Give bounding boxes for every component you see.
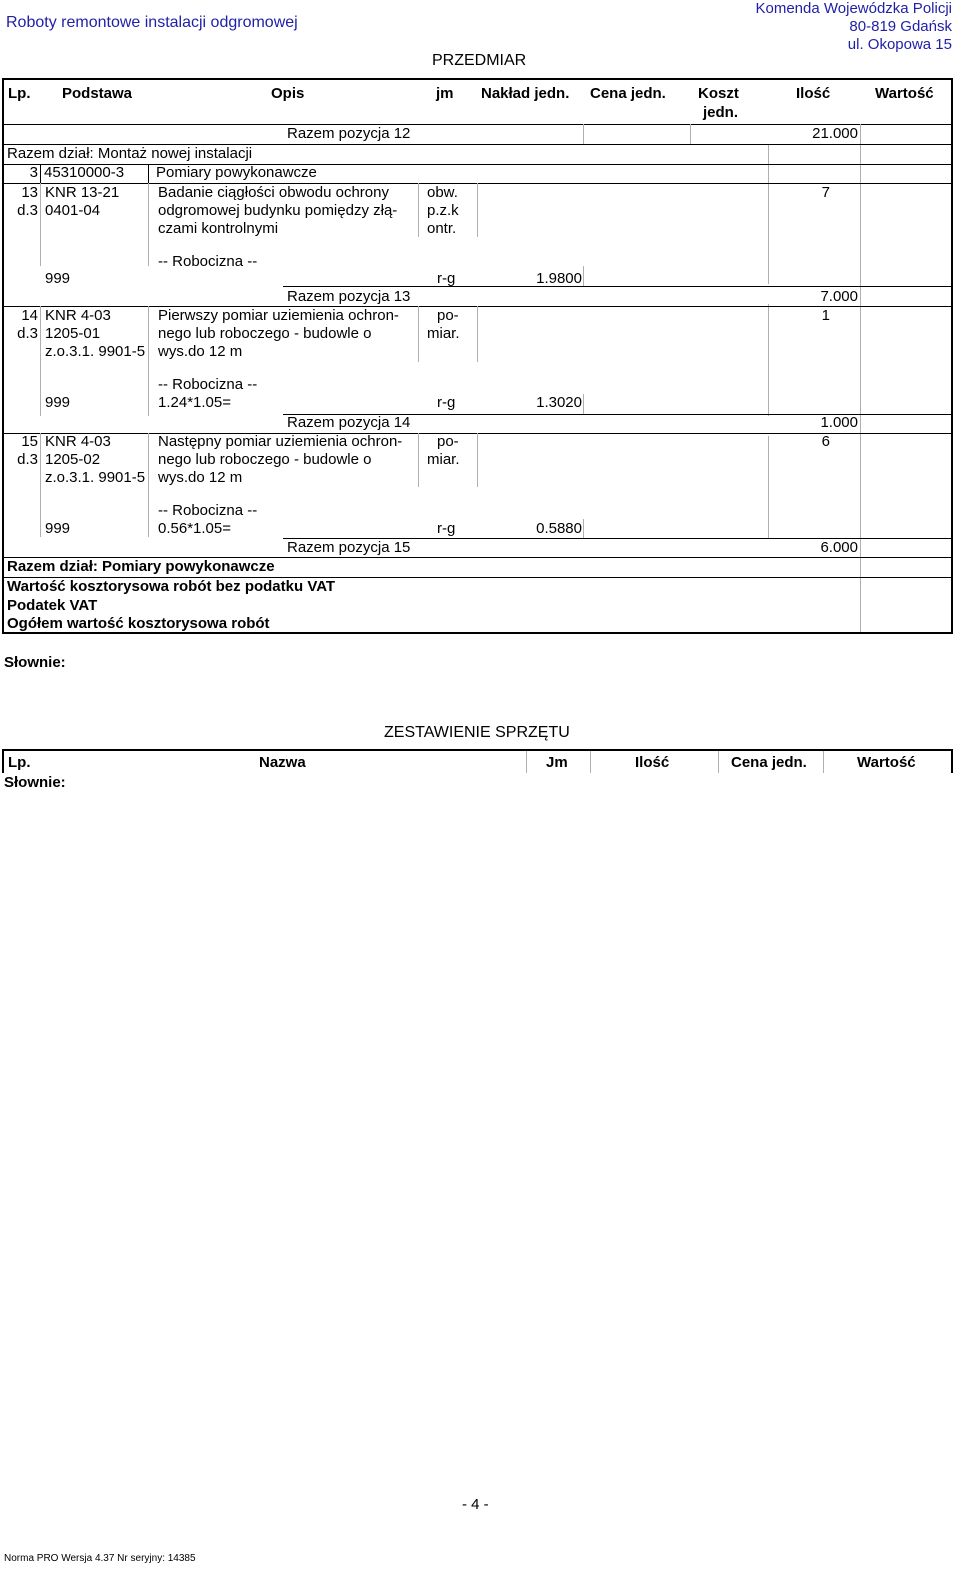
p14-jm-1: po-: [437, 307, 459, 324]
org-line-3: ul. Okopowa 15: [847, 36, 952, 53]
zs-col-lp: Lp.: [8, 754, 31, 771]
software-footer: Norma PRO Wersja 4.37 Nr seryjny: 14385: [4, 1553, 196, 1564]
p15-ilosc: 6: [821, 433, 830, 450]
col-ilosc: Ilość: [796, 85, 831, 102]
zestawienie-title: ZESTAWIENIE SPRZĘTU: [384, 724, 570, 741]
p14-podstawa-2: 1205-01: [45, 325, 101, 342]
p15-lp-1: 15: [21, 433, 38, 450]
p14-unit: r-g: [437, 394, 456, 411]
section-code: 45310000-3: [44, 164, 125, 181]
p15-podstawa-1: KNR 4-03: [45, 433, 111, 450]
p14-naklad: 1.3020: [536, 394, 582, 411]
p14-podstawa-1: KNR 4-03: [45, 307, 111, 324]
document-title: Roboty remontowe instalacji odgromowej: [6, 14, 298, 31]
p14-jm-2: miar.: [427, 325, 460, 342]
p14-ilosc: 1: [821, 307, 830, 324]
document-type: PRZEDMIAR: [432, 52, 527, 69]
zs-col-jm: Jm: [546, 754, 568, 771]
p14-code: 999: [45, 394, 71, 411]
p13-opis-3: czami kontrolnymi: [158, 220, 279, 237]
sum-dzial-montaz: Razem dział: Montaż nowej instalacji: [7, 145, 253, 162]
p14-robocizna: -- Robocizna --: [158, 376, 258, 393]
zs-slownie: Słownie:: [4, 774, 66, 791]
p15-jm-2: miar.: [427, 451, 460, 468]
p13-lp-1: 13: [21, 184, 38, 201]
p14-opis-1: Pierwszy pomiar uziemienia ochron-: [158, 307, 399, 324]
p13-unit: r-g: [437, 270, 456, 287]
p13-jm-3: ontr.: [427, 220, 457, 237]
sum-pozycja-12-value: 21.000: [812, 125, 858, 142]
p13-robocizna: -- Robocizna --: [158, 253, 258, 270]
p14-formula: 1.24*1.05=: [158, 394, 231, 411]
zs-col-cena: Cena jedn.: [731, 754, 807, 771]
sum-pozycja-14-label: Razem pozycja 14: [287, 414, 411, 431]
p15-podstawa-2: 1205-02: [45, 451, 101, 468]
page-number: - 4 -: [462, 1496, 489, 1513]
p13-jm-1: obw.: [427, 184, 458, 201]
p15-lp-2: d.3: [17, 451, 38, 468]
p15-code: 999: [45, 520, 71, 537]
zs-col-nazwa: Nazwa: [259, 754, 306, 771]
p13-opis-2: odgromowej budynku pomiędzy złą-: [158, 202, 398, 219]
col-lp: Lp.: [8, 85, 31, 102]
section-name: Pomiary powykonawcze: [156, 164, 317, 181]
section-lp: 3: [29, 164, 38, 181]
podatek-vat: Podatek VAT: [7, 597, 98, 614]
col-koszt-jedn: jedn.: [703, 104, 739, 121]
col-wartosc: Wartość: [875, 85, 934, 102]
zs-col-wartosc: Wartość: [857, 754, 916, 771]
col-naklad: Nakład jedn.: [481, 85, 570, 102]
p13-lp-2: d.3: [17, 202, 38, 219]
p13-ilosc: 7: [821, 184, 830, 201]
p15-unit: r-g: [437, 520, 456, 537]
sum-pozycja-15-label: Razem pozycja 15: [287, 539, 411, 556]
p13-opis-1: Badanie ciągłości obwodu ochrony: [158, 184, 389, 201]
p13-podstawa-1: KNR 13-21: [45, 184, 120, 201]
p14-lp-1: 14: [21, 307, 38, 324]
sum-pozycja-14-value: 1.000: [820, 414, 858, 431]
p14-podstawa-3: z.o.3.1. 9901-5: [45, 343, 146, 360]
sum-dzial-pomiary: Razem dział: Pomiary powykonawcze: [7, 558, 275, 575]
sum-pozycja-13-value: 7.000: [820, 288, 858, 305]
p14-opis-3: wys.do 12 m: [158, 343, 243, 360]
p14-lp-2: d.3: [17, 325, 38, 342]
p15-naklad: 0.5880: [536, 520, 582, 537]
p13-naklad: 1.9800: [536, 270, 582, 287]
p13-podstawa-2: 0401-04: [45, 202, 101, 219]
p15-podstawa-3: z.o.3.1. 9901-5: [45, 469, 146, 486]
col-jm: jm: [436, 85, 454, 102]
sum-pozycja-15-value: 6.000: [820, 539, 858, 556]
p15-formula: 0.56*1.05=: [158, 520, 231, 537]
p15-opis-3: wys.do 12 m: [158, 469, 243, 486]
p13-jm-2: p.z.k: [427, 202, 459, 219]
org-line-1: Komenda Wojewódzka Policji: [755, 0, 952, 17]
col-opis: Opis: [271, 85, 305, 102]
col-podstawa: Podstawa: [62, 85, 133, 102]
org-line-2: 80-819 Gdańsk: [849, 18, 952, 35]
wartosc-bez-vat: Wartość kosztorysowa robót bez podatku VAT: [7, 578, 336, 595]
ogolem-wartosc: Ogółem wartość kosztorysowa robót: [7, 615, 270, 632]
sum-pozycja-12-label: Razem pozycja 12: [287, 125, 411, 142]
p13-code: 999: [45, 270, 71, 287]
p15-opis-2: nego lub roboczego - budowle o: [158, 451, 372, 468]
p15-jm-1: po-: [437, 433, 459, 450]
p15-opis-1: Następny pomiar uziemienia ochron-: [158, 433, 403, 450]
p14-opis-2: nego lub roboczego - budowle o: [158, 325, 372, 342]
col-koszt: Koszt: [698, 85, 739, 102]
p15-robocizna: -- Robocizna --: [158, 502, 258, 519]
sum-pozycja-13-label: Razem pozycja 13: [287, 288, 411, 305]
zs-col-ilosc: Ilość: [635, 754, 670, 771]
col-cena: Cena jedn.: [590, 85, 666, 102]
slownie-label: Słownie:: [4, 654, 66, 671]
